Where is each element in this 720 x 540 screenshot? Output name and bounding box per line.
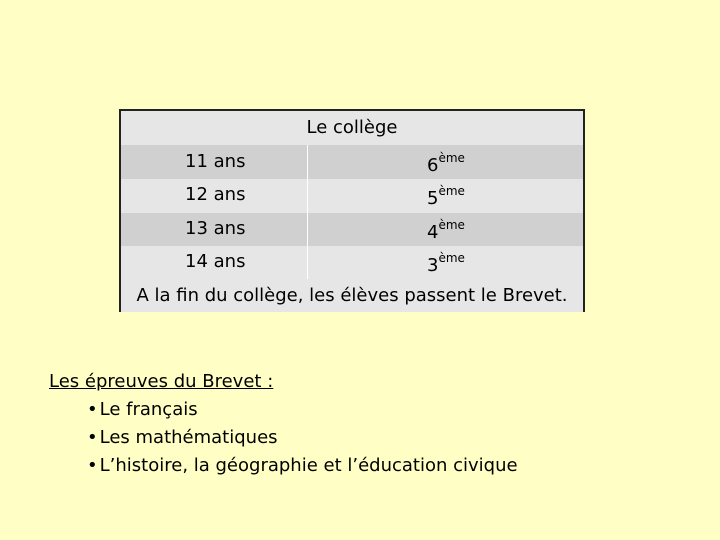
brevet-list	[49, 368, 518, 480]
grade-number: 6	[427, 155, 439, 176]
age-cell: 12 ans	[185, 184, 246, 205]
table-footer-row	[121, 279, 583, 312]
age-cell: 11 ans	[185, 151, 246, 172]
table-footer: A la fin du collège, les élèves passent le Brevet.	[136, 285, 568, 306]
grade-suffix: ème	[438, 251, 465, 265]
grade-cell	[427, 249, 465, 277]
grade-suffix: ème	[438, 218, 465, 232]
table-row	[121, 213, 583, 246]
column-divider	[307, 145, 308, 279]
list-item	[49, 396, 518, 424]
age-cell: 14 ans	[185, 251, 246, 272]
age-cell: 13 ans	[185, 218, 246, 239]
list-item-text: L’histoire, la géographie et l’éducation civique	[99, 455, 518, 476]
bullet-icon: •	[87, 427, 98, 448]
college-table	[119, 109, 585, 312]
table-row	[121, 246, 583, 279]
grade-number: 4	[427, 222, 439, 243]
grade-cell	[427, 182, 465, 210]
list-item	[49, 452, 518, 480]
list-item-text: Les mathématiques	[99, 427, 278, 448]
bullet-icon: •	[87, 455, 98, 476]
list-item-text: Le français	[99, 399, 198, 420]
table-title-row	[121, 111, 583, 145]
grade-cell	[427, 149, 465, 177]
table-row	[121, 145, 583, 179]
grade-number: 5	[427, 188, 439, 209]
grade-suffix: ème	[438, 184, 465, 198]
list-heading: Les épreuves du Brevet :	[49, 371, 274, 392]
table-row	[121, 179, 583, 213]
grade-suffix: ème	[438, 151, 465, 165]
list-item	[49, 424, 518, 452]
grade-number: 3	[427, 255, 439, 276]
grade-cell	[427, 216, 465, 244]
bullet-icon: •	[87, 399, 98, 420]
table-title: Le collège	[306, 117, 398, 138]
